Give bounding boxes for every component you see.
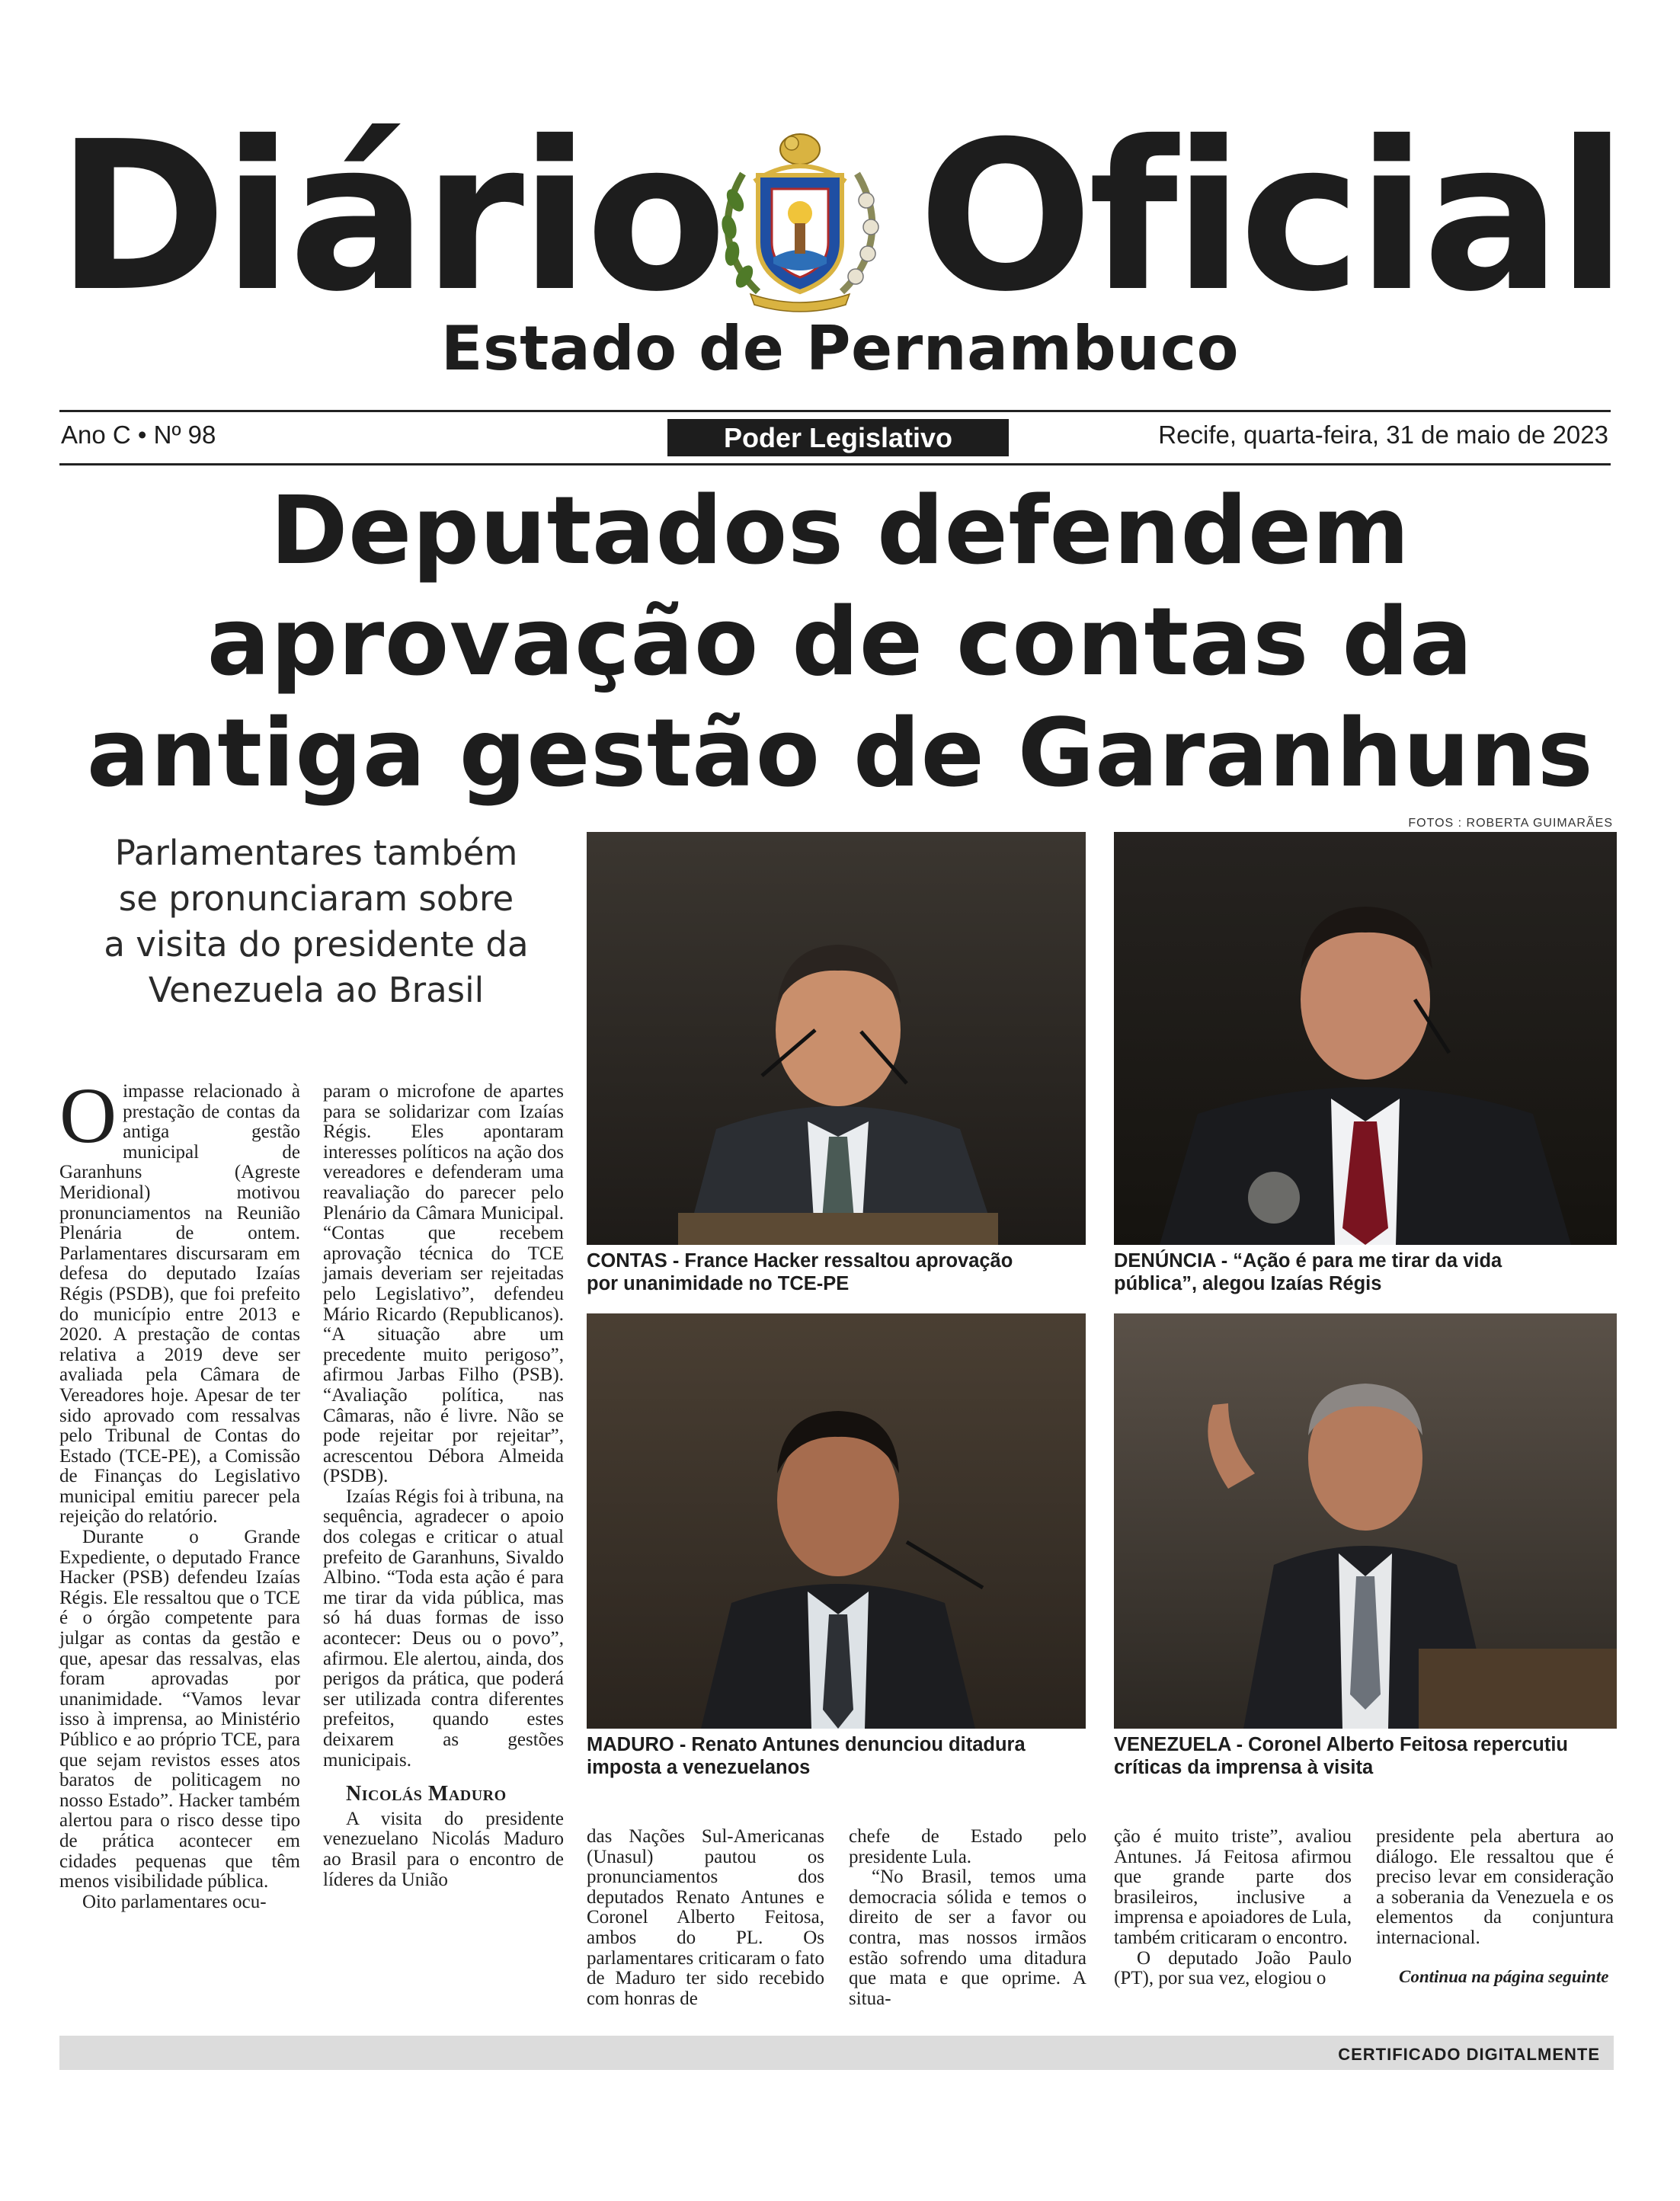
paragraph: Durante o Grande Expediente, o deputado France Hacker (PSB) defendeu Izaías Régis. Ele ressaltou que o TCE é o órgão competente para julgar as contas da gestão e que, apesar das ressalvas, elas foram aprovadas por unanimidade. “Vamos levar isso à imprensa, ao Ministério Público e ao próprio TCE, para que sejam revistos esses atos baratos de politicagem no nosso Estado”. Hacker também alertou para o risco desse tipo de prática acontecer em cidades pequenas que têm menos visibilidade pública.	[59, 1527, 300, 1892]
section-badge: Poder Legislativo	[667, 419, 1009, 456]
paragraph: A visita do presidente venezuelano Nicolás Maduro ao Brasil para o encontro de líderes da União	[323, 1808, 564, 1890]
pernambuco-coat-of-arms-icon	[712, 128, 888, 315]
headline-line: aprovação de contas da	[206, 588, 1474, 697]
photo-caption	[587, 1733, 1090, 1779]
caption-line: CONTAS - France Hacker ressaltou aprovação	[587, 1250, 1013, 1272]
caption-line: DENÚNCIA - “Ação é para me tirar da vida	[1114, 1250, 1502, 1272]
article-subtitle	[53, 830, 579, 1013]
subtitle-line: a visita do presidente da	[104, 924, 529, 965]
paragraph: ção é muito triste”, avaliou Antunes. Já Feitosa afirmou que grande parte dos brasileiros, inclusive a imprensa e apoiadores de Lula, também criticaram o encontro.	[1114, 1826, 1352, 1948]
subtitle-line: Parlamentares também	[114, 833, 518, 873]
photo-caption	[1114, 1249, 1617, 1295]
photo-credit: FOTOS : ROBERTA GUIMARÃES	[1408, 817, 1613, 830]
article-column-3	[587, 1827, 824, 2009]
page-headline	[0, 476, 1680, 810]
headline-line: antiga gestão de Garanhuns	[86, 699, 1594, 808]
paragraph: presidente pela abertura ao diálogo. Ele ressaltou que é preciso levar em consideração a soberania da Venezuela e os elementos da conjuntura internacional.	[1376, 1826, 1614, 1948]
subtitle-line: Venezuela ao Brasil	[148, 970, 485, 1010]
masthead-title-oficial: Oficial	[918, 97, 1623, 337]
speaker-photo-renato-antunes	[587, 1313, 1086, 1729]
article-column-2	[323, 1082, 564, 1890]
article-column-6	[1376, 1827, 1614, 1987]
continues-note: Continua na página seguinte	[1399, 1966, 1609, 1986]
paragraph: chefe de Estado pelo presidente Lula.	[849, 1826, 1086, 1867]
article-column-5	[1114, 1827, 1352, 1989]
speaker-photo-france-hacker	[587, 832, 1086, 1245]
bottom-rule	[59, 463, 1611, 465]
photo-caption	[587, 1249, 1090, 1295]
paragraph: Oito parlamentares ocu-	[82, 1891, 267, 1912]
article-column-4	[849, 1827, 1086, 2009]
paragraph: impasse relacionado à prestação de contas da antiga gestão municipal de Garanhuns (Agreste Meridional) motivou pronunciamentos na Reunião Plenária de ontem. Parlamentares discursaram em defesa do deputado Izaías Régis (PSDB), que foi prefeito do município entre 2013 e 2020. A prestação de contas relativa a 2019 deve ser avaliada pela Câmara de Vereadores hoje. Apesar de ter sido aprovado com ressalvas pelo Tribunal de Contas do Estado (TCE-PE), a Comissão de Finanças do Legislativo municipal emitiu parecer pela rejeição do relatório.	[59, 1081, 300, 1528]
caption-line: imposta a venezuelanos	[587, 1757, 811, 1778]
caption-line: críticas da imprensa à visita	[1114, 1757, 1374, 1778]
paragraph: das Nações Sul-Americanas (Unasul) pautou os pronunciamentos dos deputados Renato Antunes e Coronel Alberto Feitosa, ambos do PL. Os parlamentares criticaram o fato de Maduro ter sido recebido com honras de	[587, 1826, 824, 2009]
masthead-title-diario: Diário	[56, 97, 723, 337]
paragraph: “No Brasil, temos uma democracia sólida e temos o direito de ser a favor ou contra, mas nossos irmãos estão sofrendo uma ditadura que mata e que oprime. A situa-	[849, 1867, 1086, 2009]
caption-line: pública”, alegou Izaías Régis	[1114, 1273, 1382, 1294]
paragraph: param o microfone de apartes para se solidarizar com Izaías Régis. Eles apontaram interesses políticos na ação dos vereadores e defenderam uma reavaliação do parecer pelo Plenário da Câmara Municipal. “Contas que recebem aprovação técnica do TCE jamais deveriam ser rejeitadas pelo Legislativo”, defendeu Mário Ricardo (Republicanos). “A situação abre um precedente muito perigoso”, afirmou Jarbas Filho (PSB). “Avaliação política, nas Câmaras, não é livre. Não se pode rejeitar por rejeitar”, acrescentou Débora Almeida (PSDB).	[323, 1081, 564, 1487]
footer-bar	[59, 2036, 1614, 2070]
photo-caption	[1114, 1733, 1617, 1779]
caption-line: MADURO - Renato Antunes denunciou ditadura	[587, 1734, 1026, 1755]
subtitle-line: se pronunciaram sobre	[118, 878, 514, 919]
headline-line: Deputados defendem	[270, 477, 1410, 586]
article-column-1	[59, 1072, 300, 1912]
date-label: Recife, quarta-feira, 31 de maio de 2023	[1158, 421, 1608, 449]
top-rule	[59, 410, 1611, 412]
caption-line: VENEZUELA - Coronel Alberto Feitosa repercutiu	[1114, 1734, 1569, 1755]
speaker-photo-alberto-feitosa	[1114, 1313, 1617, 1729]
paragraph: O deputado João Paulo (PT), por sua vez, elogiou o	[1114, 1947, 1352, 1989]
speaker-photo-izaias-regis	[1114, 832, 1617, 1245]
section-subhead: Nicolás Maduro	[346, 1782, 507, 1806]
caption-line: por unanimidade no TCE-PE	[587, 1273, 850, 1294]
drop-cap: O	[59, 1072, 117, 1160]
certified-label: CERTIFICADO DIGITALMENTE	[1338, 2045, 1600, 2064]
paragraph: Izaías Régis foi à tribuna, na sequência, agradecer o apoio dos colegas e criticar o atual prefeito de Garanhuns, Sivaldo Albino. “Toda esta ação é para me tirar da vida pública, mas só há duas formas de isso acontecer: Deus ou o povo”, afirmou. Ele alertou, ainda, dos perigos da prática, que poderá ser utilizada contra diferentes prefeitos, quando estes deixarem as gestões municipais.	[323, 1486, 565, 1771]
edition-label: Ano C • Nº 98	[61, 421, 216, 449]
masthead-subtitle: Estado de Pernambuco	[440, 313, 1240, 384]
